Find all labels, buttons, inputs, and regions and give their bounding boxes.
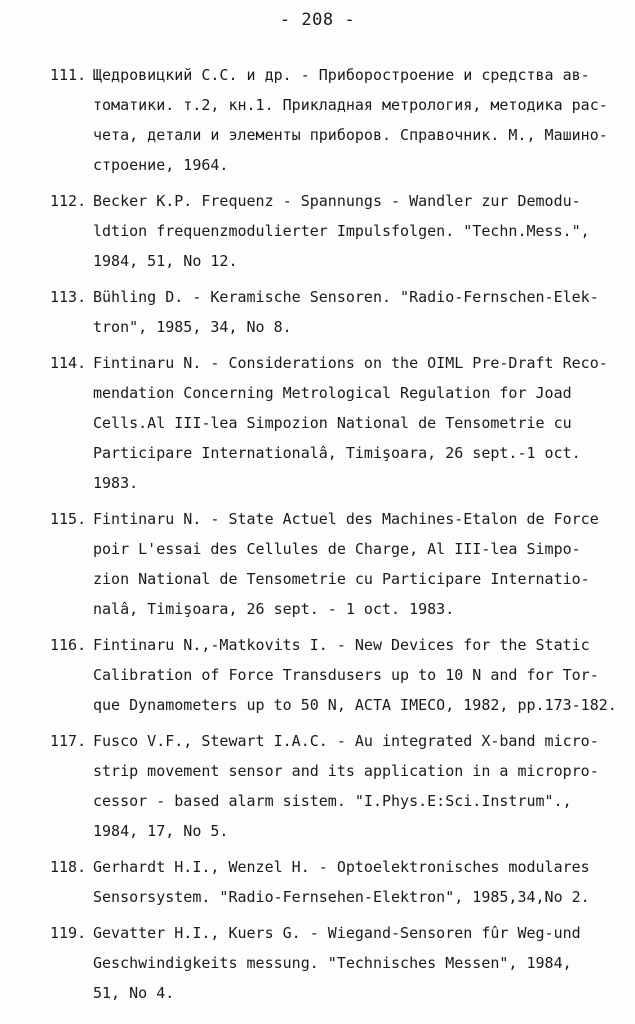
reference-line: cessor - based alarm sistem. "I.Phys.E:Sci.Instrum"., <box>93 792 572 810</box>
reference-number: 113. <box>50 288 87 306</box>
reference-number: 117. <box>50 732 87 750</box>
reference-line: strip movement sensor and its application in a micropro- <box>93 762 599 780</box>
reference-line: mendation Concerning Metrological Regulation for Joad <box>93 384 572 402</box>
reference-line: Bühling D. - Keramische Sensoren. "Radio-Fernschen-Elek- <box>93 288 599 306</box>
reference-line: Fintinaru N. - Considerations on the OIML Pre-Draft Reco- <box>93 354 608 372</box>
reference-line: Gevatter H.I., Kuers G. - Wiegand-Sensoren fûr Weg-und <box>93 924 581 942</box>
reference-line: Sensorsystem. "Radio-Fernsehen-Elektron", 1985,34,No 2. <box>93 888 590 906</box>
reference-line: Becker K.P. Frequenz - Spannungs - Wandler zur Demodu- <box>93 192 581 210</box>
reference-number: 112. <box>50 192 87 210</box>
reference-line: nalâ, Timişoara, 26 sept. - 1 oct. 1983. <box>93 600 455 618</box>
reference-number: 119. <box>50 924 87 942</box>
reference-line: Fusco V.F., Stewart I.A.C. - Au integrated X-band micro- <box>93 732 599 750</box>
reference-number: 111. <box>50 66 87 84</box>
reference-entry-115 <box>0 504 635 624</box>
reference-entry-113 <box>0 282 635 342</box>
reference-line: Gerhardt H.I., Wenzel H. - Optoelektronisches modulares <box>93 858 590 876</box>
reference-line: 1984, 17, No 5. <box>93 822 229 840</box>
reference-number: 114. <box>50 354 87 372</box>
reference-number: 116. <box>50 636 87 654</box>
reference-list <box>0 60 635 1014</box>
reference-line: Geschwindigkeits messung. "Technisches Messen", 1984, <box>93 954 572 972</box>
reference-line: que Dynamometers up to 50 N, ACTA IMECO, 1982, pp.173-182. <box>93 696 617 714</box>
page-number: - 208 - <box>279 10 356 30</box>
reference-entry-116 <box>0 630 635 720</box>
reference-line: Fintinaru N.,-Matkovits I. - New Devices for the Static <box>93 636 590 654</box>
reference-entry-117 <box>0 726 635 846</box>
reference-line: чета, детали и элементы приборов. Справочник. М., Машино- <box>93 126 608 144</box>
reference-line: 1984, 51, No 12. <box>93 252 238 270</box>
reference-line: tron", 1985, 34, No 8. <box>93 318 292 336</box>
reference-entry-119 <box>0 918 635 1008</box>
reference-number: 115. <box>50 510 87 528</box>
reference-line: 1983. <box>93 474 139 492</box>
reference-line: Participare Internationalâ, Timişoara, 26 sept.-1 oct. <box>93 444 581 462</box>
reference-entry-114 <box>0 348 635 498</box>
reference-line: строение, 1964. <box>93 156 229 174</box>
reference-number: 118. <box>50 858 87 876</box>
reference-line: Cells.Al III-lea Simpozion National de Tensometrie cu <box>93 414 572 432</box>
reference-line: ldtion frequenzmodulierter Impulsfolgen. "Techn.Mess.", <box>93 222 590 240</box>
reference-line: poir L'essai des Cellules de Charge, Al III-lea Simpo- <box>93 540 581 558</box>
reference-entry-112 <box>0 186 635 276</box>
reference-entry-111 <box>0 60 635 180</box>
reference-line: Fintinaru N. - State Actuel des Machines-Etalon de Force <box>93 510 599 528</box>
reference-line: Щедровицкий С.С. и др. - Приборостроение и средства ав- <box>93 66 590 84</box>
reference-line: Calibration of Force Transdusers up to 10 N and for Tor- <box>93 666 599 684</box>
reference-line: томатики. т.2, кн.1. Прикладная метрология, методика рас- <box>93 96 608 114</box>
reference-line: zion National de Tensometrie cu Participare Internatio- <box>93 570 590 588</box>
reference-entry-118 <box>0 852 635 912</box>
reference-line: 51, No 4. <box>93 984 175 1002</box>
